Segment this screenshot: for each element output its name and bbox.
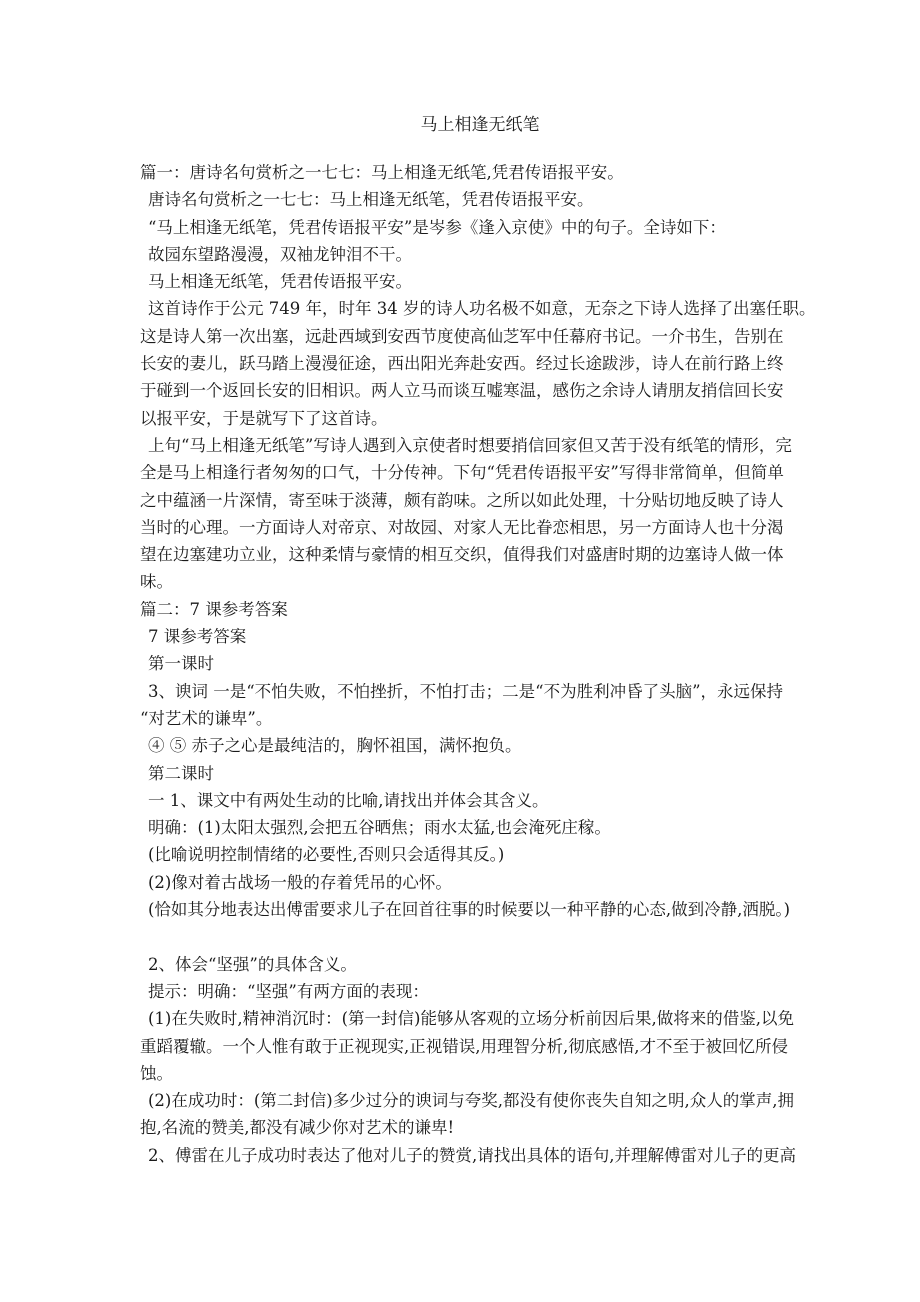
text-line: 马上相逢无纸笔，凭君传语报平安。: [148, 272, 412, 292]
text-line: 篇一：唐诗名句赏析之一七七：马上相逢无纸笔,凭君传语报平安。: [140, 163, 624, 182]
document-title: 马上相逢无纸笔: [420, 115, 540, 135]
text-line: ④ ⑤ 赤子之心是最纯洁的，胸怀祖国，满怀抱负。: [148, 736, 522, 756]
text-line: 长安的妻儿，跃马踏上漫漫征途，西出阳光奔赴安西。经过长途跋涉，诗人在前行路上终: [140, 354, 784, 374]
text-line: 唐诗名句赏析之一七七：马上相逢无纸笔，凭君传语报平安。: [148, 190, 594, 210]
text-line: (恰如其分地表达出傅雷要求儿子在回首往事的时候要以一种平静的心态,做到冷静,洒脱。): [148, 900, 791, 920]
text-line: 这首诗作于公元 749 年，时年 34 岁的诗人功名极不如意，无奈之下诗人选择了出塞任职。: [148, 299, 816, 319]
text-line: 重蹈覆辙。一个人惟有敢于正视现实,正视错误,用理智分析,彻底感悟,才不至于被回忆所侵: [140, 1036, 788, 1056]
section-heading: 篇二：7 课参考答案: [140, 599, 288, 619]
text-line: (2)在成功时：(第二封信)多少过分的谀词与夸奖,都没有使你丧失自知之明,众人的掌声,拥: [148, 1091, 794, 1111]
text-line: 望在边塞建功立业，这种柔情与豪情的相互交织，值得我们对盛唐时期的边塞诗人做一体: [140, 545, 784, 565]
text-line: 以报平安，于是就写下了这首诗。: [140, 408, 388, 428]
text-line: 2、傅雷在儿子成功时表达了他对儿子的赞赏,请找出具体的语句,并理解傅雷对儿子的更高: [148, 1145, 796, 1165]
text-line: 于碰到一个返回长安的旧相识。两人立马而谈互嘘寒温，感伤之余诗人请朋友捎信回长安: [140, 381, 784, 401]
text-line: 明确：(1)太阳太强烈,会把五谷晒焦；雨水太猛,也会淹死庄稼。: [148, 818, 611, 838]
text-line: (比喻说明控制情绪的必要性,否则只会适得其反。): [148, 845, 505, 865]
text-line: 上句“马上相逢无纸笔”写诗人遇到入京使者时想要捎信回家但又苦于没有纸笔的情形，完: [148, 435, 792, 455]
text-line: “对艺术的谦卑”。: [140, 708, 273, 728]
text-line: 故园东望路漫漫，双袖龙钟泪不干。: [148, 244, 412, 264]
text-line: (2)像对着古战场一般的存着凭吊的心怀。: [148, 872, 452, 892]
text-line: 全是马上相逢行者匆匆的口气，十分传神。下句“凭君传语报平安”写得非常简单，但简单: [140, 463, 784, 483]
text-line: 蚀。: [140, 1063, 173, 1083]
blank-line: [140, 923, 820, 950]
text-line: 第一课时: [148, 654, 214, 674]
text-line: 第二课时: [148, 763, 214, 783]
text-line: 这是诗人第一次出塞，远赴西域到安西节度使高仙芝军中任幕府书记。一介书生，告别在: [140, 326, 784, 346]
text-line: 3、谀词 一是“不怕失败，不怕挫折，不怕打击；二是“不为胜利冲昏了头脑”，永远保持: [148, 681, 784, 701]
text-line: 抱,名流的赞美,都没有减少你对艺术的谦卑!: [140, 1118, 455, 1138]
text-line: 味。: [140, 572, 173, 592]
text-line: “马上相逢无纸笔，凭君传语报平安”是岑参《逢入京使》中的句子。全诗如下：: [148, 217, 726, 237]
text-line: 提示：明确：“坚强”有两方面的表现：: [148, 981, 429, 1001]
text-line: 7 课参考答案: [148, 627, 247, 647]
text-line: 当时的心理。一方面诗人对帝京、对故园、对家人无比眷恋相思，另一方面诗人也十分渴: [140, 517, 784, 537]
text-line: (1)在失败时,精神消沉时：(第一封信)能够从客观的立场分析前因后果,做将来的借鉴,以免: [148, 1009, 794, 1029]
text-line: 一 1、课文中有两处生动的比喻,请找出并体会其含义。: [148, 790, 549, 810]
text-line: 之中蕴涵一片深情，寄至味于淡薄，颇有韵味。之所以如此处理，十分贴切地反映了诗人: [140, 490, 784, 510]
text-line: 2、体会“坚强”的具体含义。: [148, 954, 357, 974]
